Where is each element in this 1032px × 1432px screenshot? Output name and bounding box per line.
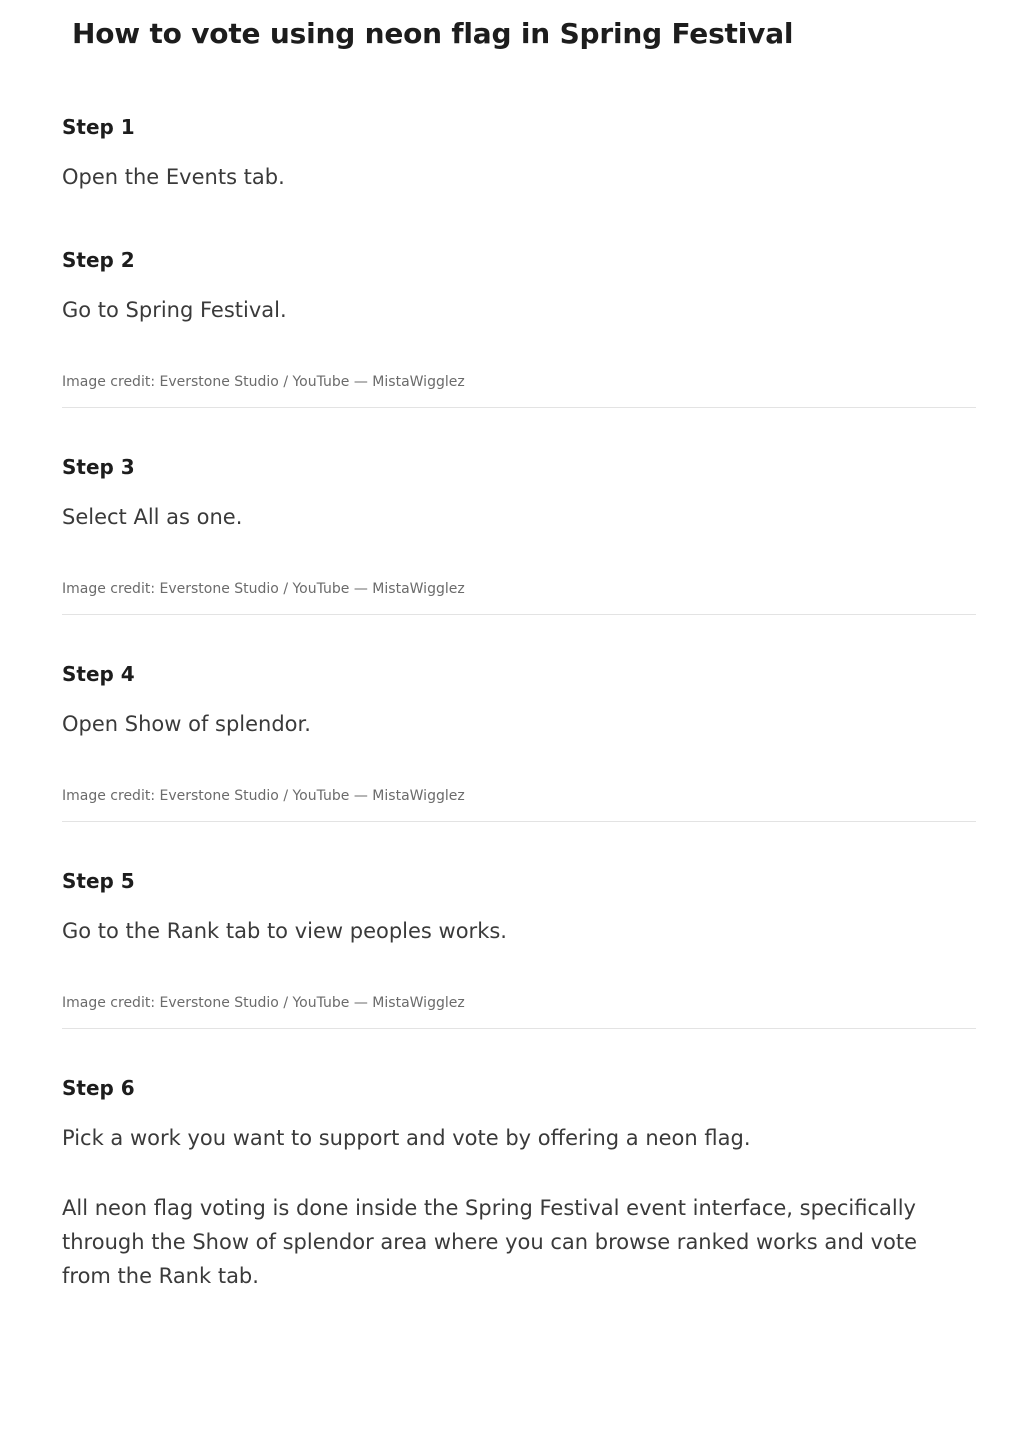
steps-list bbox=[62, 114, 976, 1153]
image-credit: Image credit: Everstone Studio / YouTube — MistaWigglez bbox=[62, 581, 465, 598]
image-credit-block bbox=[62, 787, 976, 822]
spacer bbox=[62, 408, 976, 454]
spacer bbox=[62, 1029, 976, 1075]
step-heading: Step 6 bbox=[62, 1075, 135, 1100]
spacer bbox=[62, 822, 976, 868]
image-credit: Image credit: Everstone Studio / YouTube — MistaWigglez bbox=[62, 374, 465, 391]
step-heading: Step 5 bbox=[62, 868, 135, 893]
step-text: Open the Events tab. bbox=[62, 165, 285, 190]
step-item bbox=[62, 1075, 976, 1153]
step-text: Go to the Rank tab to view peoples works. bbox=[62, 918, 507, 943]
step-text: Select All as one. bbox=[62, 504, 243, 529]
step-item bbox=[62, 247, 976, 408]
step-text: Go to Spring Festival. bbox=[62, 297, 287, 322]
step-item bbox=[62, 868, 976, 1029]
spacer bbox=[62, 615, 976, 661]
step-heading: Step 2 bbox=[62, 247, 135, 272]
step-text: Pick a work you want to support and vote by offering a neon flag. bbox=[62, 1125, 751, 1150]
step-text: Open Show of splendor. bbox=[62, 711, 311, 736]
image-credit: Image credit: Everstone Studio / YouTube — MistaWigglez bbox=[62, 995, 465, 1012]
image-credit-block bbox=[62, 580, 976, 615]
step-heading: Step 3 bbox=[62, 454, 135, 479]
step-heading: Step 1 bbox=[62, 115, 135, 140]
image-credit-block bbox=[62, 373, 976, 408]
image-credit-block bbox=[62, 994, 976, 1029]
spacer bbox=[62, 193, 976, 247]
page-title: How to vote using neon flag in Spring Festival bbox=[72, 17, 794, 50]
summary-paragraph: All neon flag voting is done inside the Spring Festival event interface, specifically through the Show of splendor area where you can browse ranked works and vote from the Rank tab. bbox=[62, 1196, 918, 1289]
step-item bbox=[62, 454, 976, 615]
step-heading: Step 4 bbox=[62, 661, 135, 686]
image-credit: Image credit: Everstone Studio / YouTube — MistaWigglez bbox=[62, 788, 465, 805]
step-item bbox=[62, 661, 976, 822]
step-item bbox=[62, 114, 976, 192]
